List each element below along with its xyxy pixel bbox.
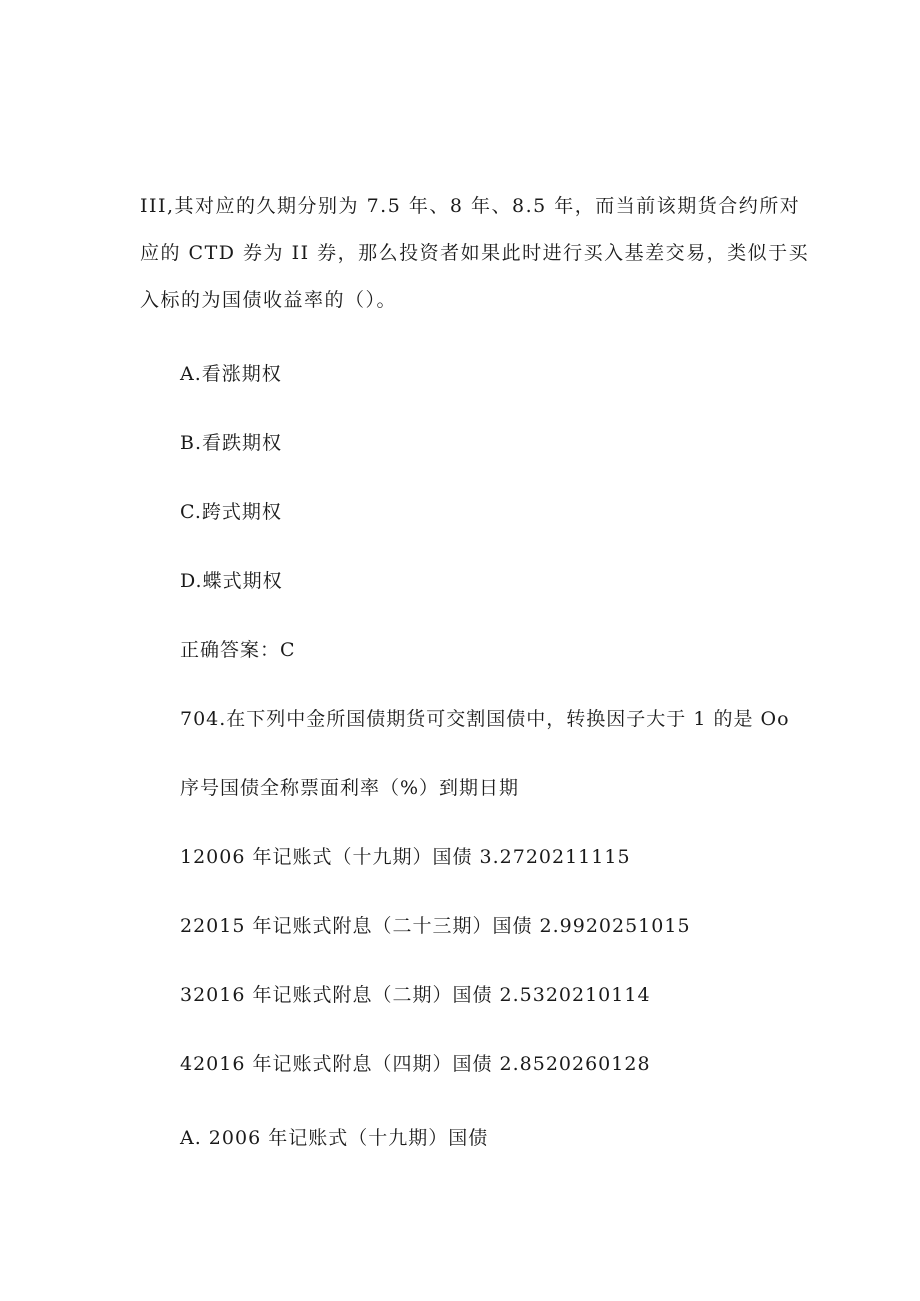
correct-answer: 正确答案：C [180,639,296,661]
table-row: 12006 年记账式（十九期）国债 3.2720211115 [180,846,631,868]
table-row: 42016 年记账式附息（四期）国债 2.8520260128 [180,1053,651,1075]
table-row: 22015 年记账式附息（二十三期）国债 2.9920251015 [180,915,691,937]
stem-line-2: 应的 CTD 券为 II 券，那么投资者如果此时进行买入基差交易，类似于买 [140,242,810,264]
option-c: C.跨式期权 [180,501,282,523]
question-703-stem [140,183,810,324]
table-row: 32016 年记账式附息（二期）国债 2.5320210114 [180,984,651,1006]
option-a-704: A. 2006 年记账式（十九期）国债 [180,1127,489,1149]
option-b: B.看跌期权 [180,432,283,454]
stem-line-3: 入标的为国债收益率的（）。 [140,289,398,311]
table-header: 序号国债全称票面利率（%）到期日期 [180,777,520,799]
stem-line-1: III,其对应的久期分别为 7.5 年、8 年、8.5 年，而当前该期货合约所对 [140,195,801,217]
question-704-stem: 704.在下列中金所国债期货可交割国债中，转换因子大于 1 的是 Oo [180,708,790,730]
option-d: D.蝶式期权 [180,570,283,592]
option-a: A.看涨期权 [180,363,282,385]
